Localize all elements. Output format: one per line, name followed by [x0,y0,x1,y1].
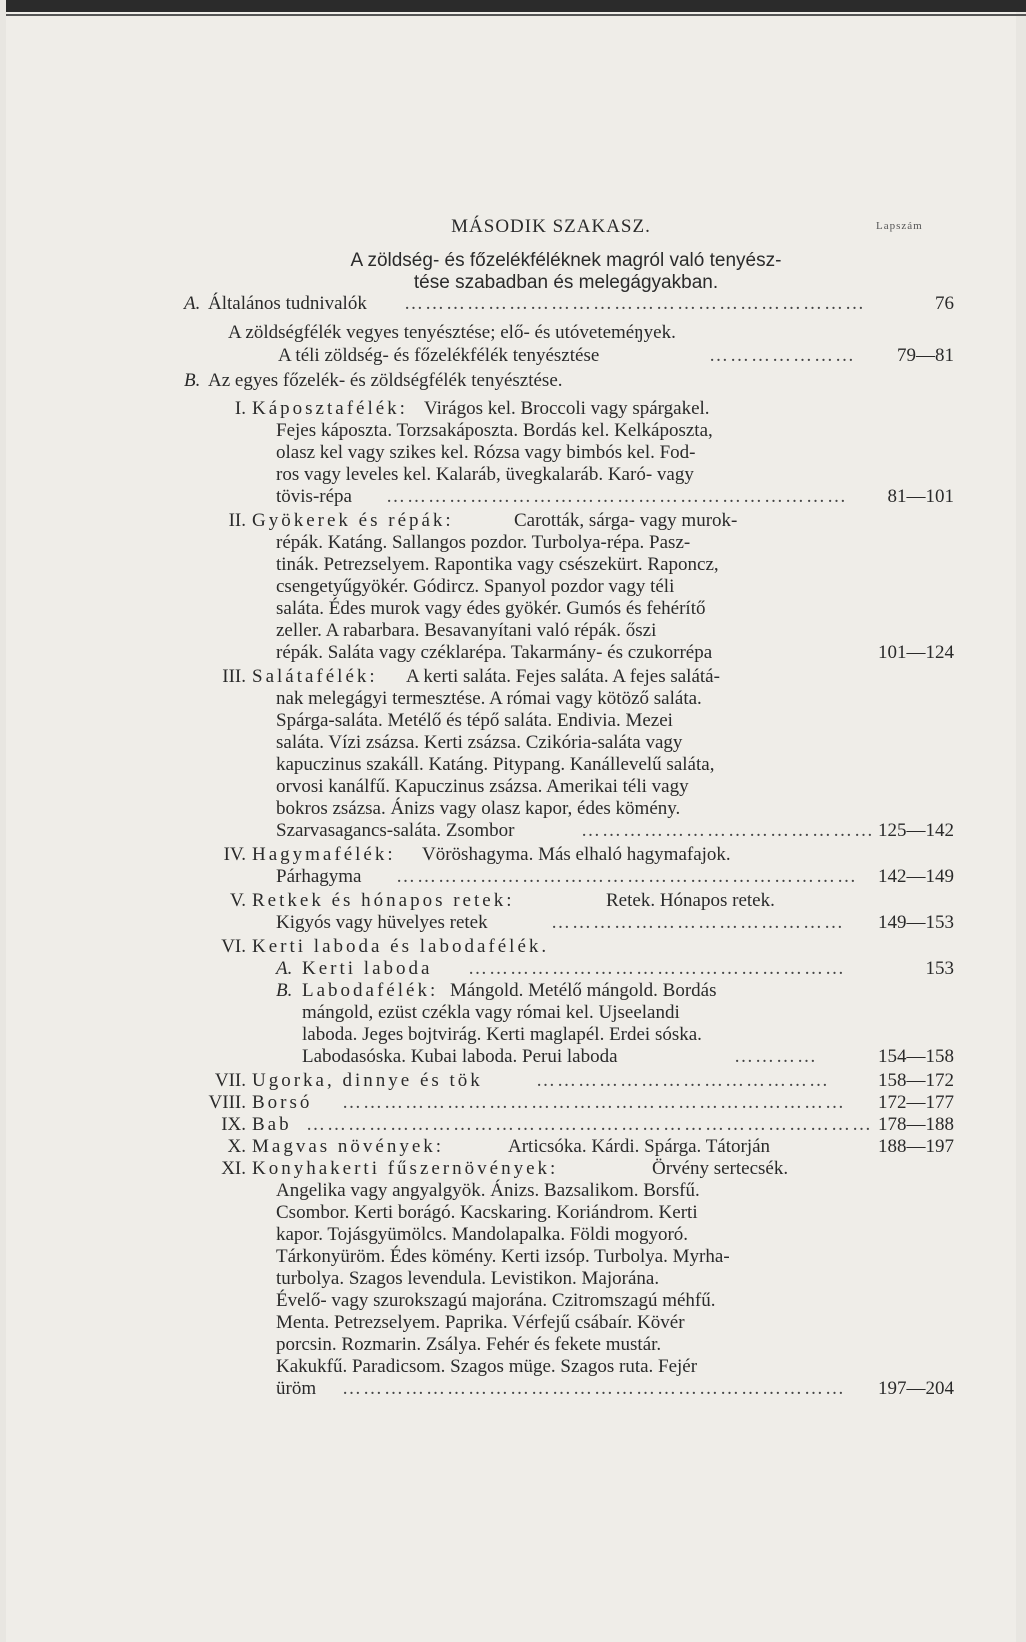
toc-line [6,1356,954,1378]
leader-dots: ……………………………………………………………………… [306,1114,873,1135]
entry-heading: Gyökerek és répák: [252,510,454,531]
leader-dots: ……………………………………………… [468,958,846,979]
toc-line [6,1334,954,1356]
entry-line: Articsóka. Kárdi. Spárga. Tátorján [508,1136,771,1157]
entry-line: Mángold. Metélő mángold. Bordás [450,980,717,1001]
entry-line: Virágos kel. Broccoli vagy spárgakel. [424,398,710,419]
toc-line [6,420,954,442]
toc-entry-X [6,1136,954,1158]
toc-line [6,486,954,508]
entry-line: tinák. Petrezselyem. Rapontika vagy csészekürt. Raponcz, [276,554,719,575]
entry-text: Borsó [252,1092,313,1113]
toc-line [6,776,954,798]
toc-line [6,1180,954,1202]
entry-text: Az egyes főzelék- és zöldségfélék tenyésztése. [208,370,563,391]
entry-text: Ugorka, dinnye és tök [252,1070,483,1091]
entry-line: kapuczinus szakáll. Katáng. Pitypang. Kanállevelű saláta, [276,754,715,775]
entry-page: 153 [925,958,954,979]
entry-line: Kigyós vagy hüvelyes retek [276,912,488,933]
entry-text: A zöldségfélék vegyes tenyésztése; elő- és utóveteméŋyek. [228,322,676,343]
entry-line: saláta. Vízi zsázsa. Kerti zsázsa. Czikória-saláta vagy [276,732,683,753]
entry-page: 125—142 [878,820,954,841]
toc-entry-III [6,666,954,688]
toc-entry-A3 [6,345,954,367]
top-rule [6,14,1026,16]
entry-line: Kakukfű. Paradicsom. Szagos müge. Szagos ruta. Fejér [276,1356,698,1377]
entry-line: Tárkonyüröm. Édes kömény. Kerti izsóp. Turbolya. Myrha- [276,1246,730,1267]
entry-line: Örvény sertecsék. [652,1158,789,1179]
entry-line: Angelika vagy angyalgyök. Ánizs. Bazsalikom. Borsfű. [276,1180,700,1201]
entry-letter: B. [276,980,293,1001]
toc-entry-IV [6,844,954,866]
leader-dots: …………………………………… [551,912,845,933]
entry-numeral: XI. [221,1158,246,1179]
toc-line [6,688,954,710]
toc-line [6,754,954,776]
section-subtitle [276,250,856,294]
toc-line [6,1002,954,1024]
toc-line [6,442,954,464]
entry-heading: Kerti laboda és labodafélék. [252,936,550,957]
toc-entry-B [6,370,954,392]
entry-heading: Hagymafélék: [252,844,396,865]
entry-numeral: IX. [221,1114,246,1135]
toc-line [6,1378,954,1400]
entry-page: 81—101 [887,486,954,507]
entry-heading: Magvas növények: [252,1136,445,1157]
leader-dots: ……………………………………………………………… [342,1092,846,1113]
entry-text: A téli zöldség- és főzelékfélék tenyésztése [278,345,600,366]
entry-line: répák. Saláta vagy czéklarépa. Takarmány- és czukorrépa [276,642,713,663]
toc-line [6,464,954,486]
toc-entry-I [6,398,954,420]
toc-line [6,820,954,842]
entry-heading: Salátafélék: [252,666,378,687]
leader-dots: ……………………………………………………………… [342,1378,846,1399]
toc-line [6,1268,954,1290]
entry-page: 79—81 [897,345,954,366]
toc-line [6,710,954,732]
entry-line: kapor. Tojásgyümölcs. Mandolapalka. Földi mogyoró. [276,1224,689,1245]
entry-line: olasz kel vagy szikes kel. Rózsa vagy bimbós kel. Fod- [276,442,696,463]
entry-line: csengetyűgyökér. Gódircz. Spanyol pozdor vagy téli [276,576,675,597]
entry-line: turbolya. Szagos levendula. Levistikon. Majorána. [276,1268,660,1289]
entry-line: üröm [276,1378,317,1399]
entry-letter: B. [184,370,201,391]
leader-dots: …………………………………… [536,1070,830,1091]
entry-numeral: VI. [221,936,246,957]
toc-line [6,642,954,664]
entry-line: Labodasóska. Kubai laboda. Perui laboda [302,1046,618,1067]
entry-page: 188—197 [878,1136,954,1157]
toc-line [6,1024,954,1046]
entry-line: Párhagyma [276,866,362,887]
toc-entry-II [6,510,954,532]
entry-numeral: I. [234,398,246,419]
entry-line: Menta. Petrezselyem. Paprika. Vérfejű csábaír. Kövér [276,1312,685,1333]
entry-line: mángold, ezüst czékla vagy római kel. Ujseelandi [302,1002,680,1023]
section-title: MÁSODIK SZAKASZ. [451,216,651,237]
entry-line: Vöröshagyma. Más elhaló hagymafajok. [422,844,731,865]
entry-text: Bab [252,1114,292,1135]
book-page [6,0,1016,1642]
entry-line: orvosi kanálfű. Kapuczinus zsázsa. Amerikai téli vagy [276,776,689,797]
toc-line [6,798,954,820]
entry-line: A kerti saláta. Fejes saláta. A fejes salátá- [406,666,720,687]
leader-dots: ………………………………………………………… [386,486,848,507]
entry-numeral: VIII. [208,1092,246,1113]
entry-line: répák. Katáng. Sallangos pozdor. Turbolya-répa. Pasz- [276,532,691,553]
subtitle-line: A zöldség- és főzelékféléknek magról való tenyész- [350,250,782,271]
entry-line: Carották, sárga- vagy murok- [514,510,738,531]
toc-entry-A2 [6,322,954,344]
entry-line: nak melegágyi termesztése. A római vagy kötöző saláta. [276,688,702,709]
toc-entry-VI-A [6,958,954,980]
toc-entry-A [6,293,954,315]
entry-page: 101—124 [878,642,954,663]
entry-line: Szarvasagancs-saláta. Zsombor [276,820,515,841]
entry-line: porcsin. Rozmarin. Zsálya. Fehér és fekete mustár. [276,1334,662,1355]
entry-letter: A. [184,293,201,314]
toc-entry-VIII [6,1092,954,1114]
entry-page: 154—158 [878,1046,954,1067]
toc-entry-VI [6,936,954,958]
entry-page: 197—204 [878,1378,954,1399]
entry-heading: Retkek és hónapos retek: [252,890,515,911]
entry-letter: A. [276,958,293,979]
entry-line: ros vagy leveles kel. Kalaráb, üvegkalaráb. Karó- vagy [276,464,694,485]
toc-line [6,1046,954,1068]
leader-dots: ………………… [709,345,856,366]
entry-page: 178—188 [878,1114,954,1135]
entry-numeral: III. [222,666,246,687]
entry-numeral: IV. [223,844,246,865]
entry-line: Fejes káposzta. Torzsakáposzta. Bordás kel. Kelkáposzta, [276,420,713,441]
entry-heading: Káposztafélék: [252,398,408,419]
leader-dots: ………………………………………………………… [404,293,866,314]
entry-line: Csombor. Kerti borágó. Kacskaring. Koriándrom. Kerti [276,1202,698,1223]
entry-page: 172—177 [878,1092,954,1113]
entry-numeral: VII. [214,1070,246,1091]
toc-line [6,620,954,642]
entry-line: Retek. Hónapos retek. [606,890,775,911]
leader-dots: ………………………………………………………… [396,866,858,887]
subtitle-line: tése szabadban és melegágyakban. [413,272,719,293]
toc-line [6,1312,954,1334]
entry-line: Évelő- vagy szurokszagú majorána. Czitromszagú méhfű. [276,1290,716,1311]
toc-line [6,1290,954,1312]
entry-line: zeller. A rabarbara. Besavanyítani való répák. őszi [276,620,657,641]
entry-page: 149—153 [878,912,954,933]
toc-entry-V [6,890,954,912]
entry-numeral: II. [228,510,246,531]
toc-line [6,1202,954,1224]
leader-dots: ………… [734,1046,818,1067]
page-number-label: Lapszám [876,220,923,232]
entry-text: Kerti laboda [302,958,433,979]
toc-entry-VII [6,1070,954,1092]
entry-page: 76 [935,293,954,314]
entry-page: 142—149 [878,866,954,887]
entry-text: Általános tudnivalók [208,293,367,314]
toc-line [6,576,954,598]
toc-line [6,866,954,888]
entry-line: Spárga-saláta. Metélő és tépő saláta. Endivia. Mezei [276,710,673,731]
entry-line: laboda. Jeges bojtvirág. Kerti maglapél. Erdei sóska. [302,1024,702,1045]
toc-line [6,554,954,576]
leader-dots: …………………………………… [581,820,875,841]
toc-line [6,598,954,620]
toc-entry-XI [6,1158,954,1180]
toc-line [6,912,954,934]
entry-page: 158—172 [878,1070,954,1091]
entry-line: tövis-répa [276,486,352,507]
entry-line: saláta. Édes murok vagy édes gyökér. Gumós és fehérítő [276,598,706,619]
toc-entry-VI-B [6,980,954,1002]
toc-line [6,1224,954,1246]
top-border [6,0,1026,12]
toc-entry-IX [6,1114,954,1136]
toc-line [6,732,954,754]
entry-heading: Labodafélék: [302,980,439,1001]
entry-heading: Konyhakerti fűszernövények: [252,1158,559,1179]
toc-line [6,532,954,554]
entry-numeral: V. [229,890,246,911]
entry-numeral: X. [227,1136,246,1157]
toc-line [6,1246,954,1268]
entry-line: bokros zsázsa. Ánizs vagy olasz kapor, édes kömény. [276,798,681,819]
